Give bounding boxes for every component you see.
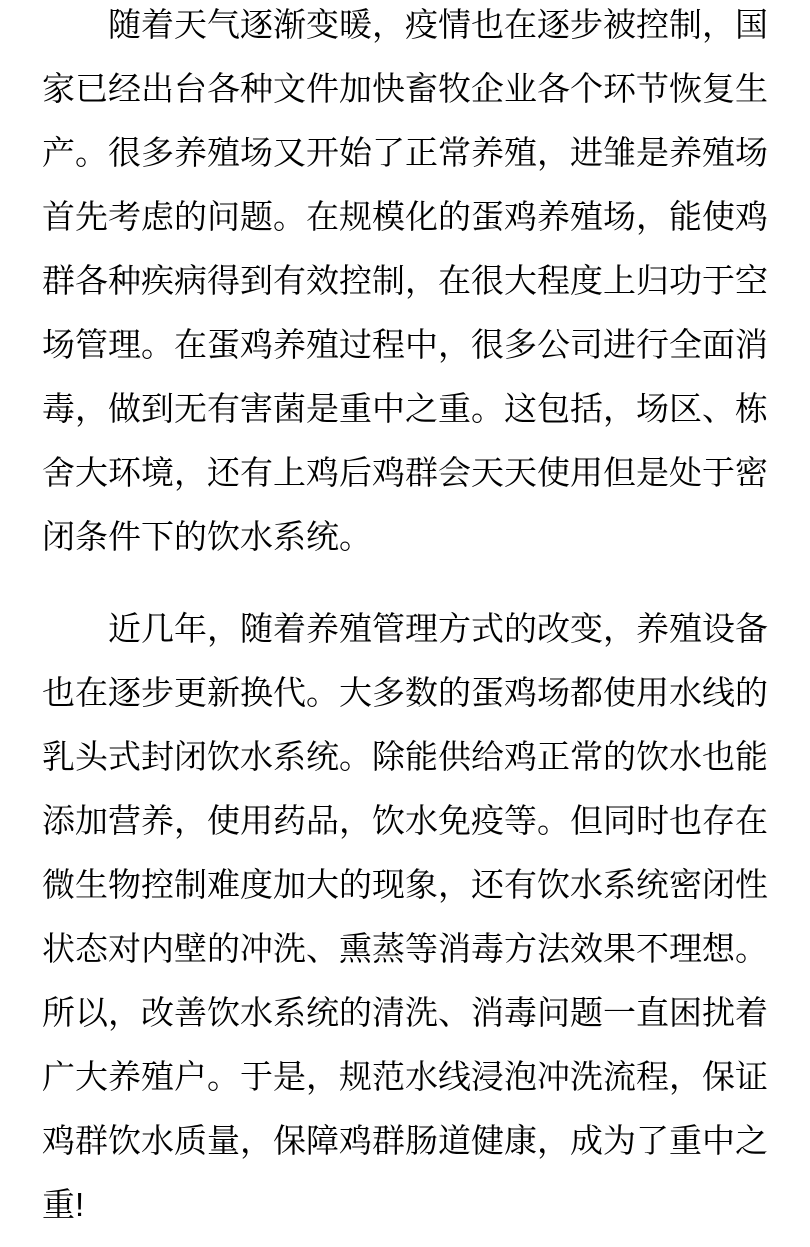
text-line: 毒，做到无有害菌是重中之重。这包括，场区、栋 xyxy=(42,390,768,427)
text-line: 产。很多养殖场又开始了正常养殖，进雏是养殖场 xyxy=(42,134,768,171)
text-line: 所以，改善饮水系统的清洗、消毒问题一直困扰着 xyxy=(42,994,768,1031)
article-text xyxy=(42,0,768,1237)
text-line: 近几年，随着养殖管理方式的改变，养殖设备 xyxy=(108,610,768,647)
paragraph-2 xyxy=(42,597,768,1237)
text-line: 闭条件下的饮水系统。 xyxy=(42,518,372,555)
text-line: 群各种疾病得到有效控制，在很大程度上归功于空 xyxy=(42,262,768,299)
text-line: 首先考虑的问题。在规模化的蛋鸡养殖场，能使鸡 xyxy=(42,198,768,235)
text-line: 乳头式封闭饮水系统。除能供给鸡正常的饮水也能 xyxy=(42,738,768,775)
text-line: 家已经出台各种文件加快畜牧企业各个环节恢复生 xyxy=(42,70,768,107)
text-line: 重! xyxy=(42,1186,85,1223)
text-line: 广大养殖户。于是，规范水线浸泡冲洗流程，保证 xyxy=(42,1058,768,1095)
text-line: 微生物控制难度加大的现象，还有饮水系统密闭性 xyxy=(42,866,768,903)
text-line: 添加营养，使用药品，饮水免疫等。但同时也存在 xyxy=(42,802,768,839)
text-line: 鸡群饮水质量，保障鸡群肠道健康，成为了重中之 xyxy=(42,1122,768,1159)
text-line: 随着天气逐渐变暖，疫情也在逐步被控制，国 xyxy=(108,6,768,43)
text-line: 场管理。在蛋鸡养殖过程中，很多公司进行全面消 xyxy=(42,326,768,363)
text-line: 状态对内壁的冲洗、熏蒸等消毒方法效果不理想。 xyxy=(42,930,768,967)
text-line: 舍大环境，还有上鸡后鸡群会天天使用但是处于密 xyxy=(42,454,768,491)
paragraph-1 xyxy=(42,0,768,569)
text-line: 也在逐步更新换代。大多数的蛋鸡场都使用水线的 xyxy=(42,674,768,711)
